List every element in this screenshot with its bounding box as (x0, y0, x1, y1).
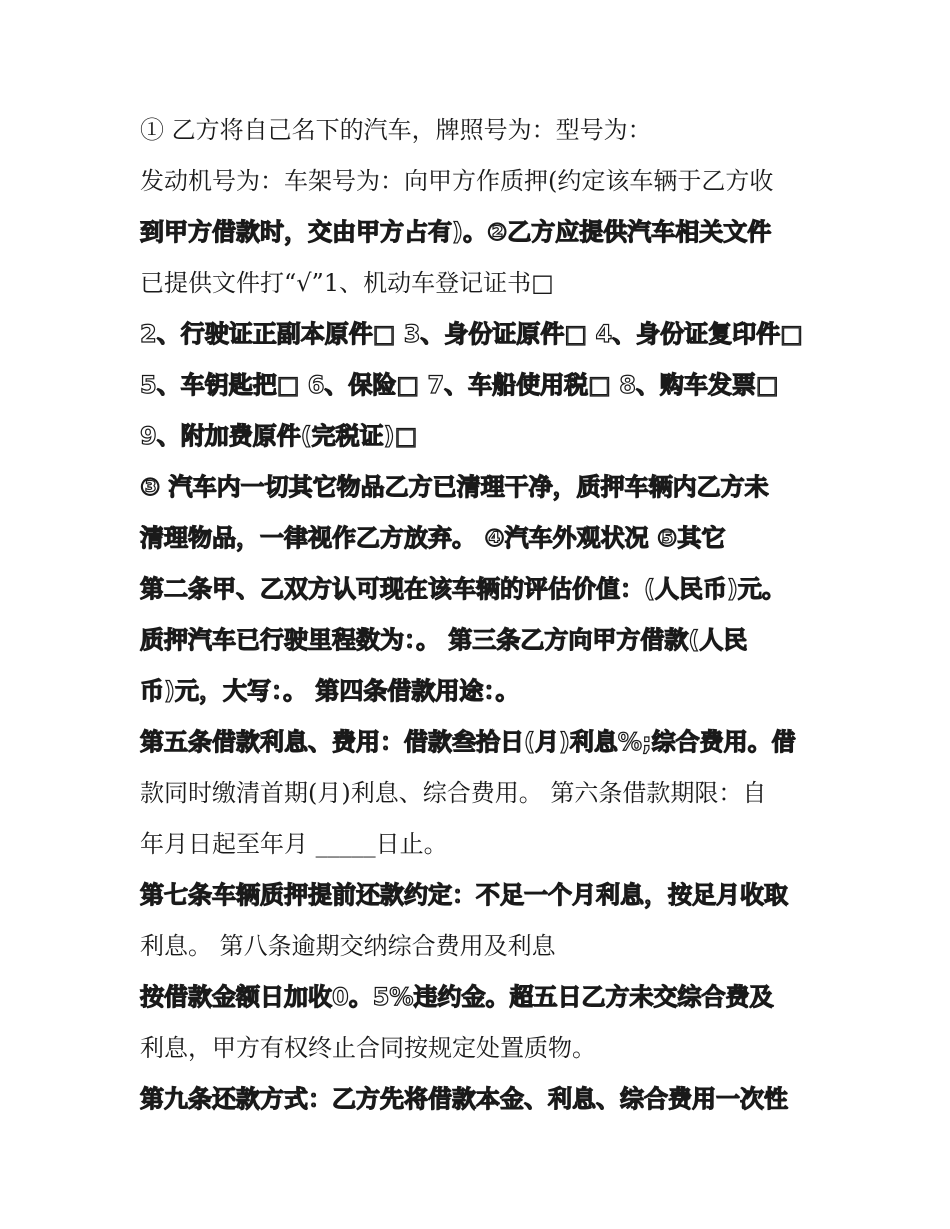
text-line: 币)元，大写：。 第四条借款用途：。 (140, 677, 520, 705)
text-line: 款同时缴清首期(月)利息、综合费用。 第六条借款期限：自 (140, 779, 767, 807)
text-line: 第二条甲、乙双方认可现在该车辆的评估价值：(人民币)元。 (140, 575, 786, 603)
text-line: 质押汽车已行驶里程数为：。 第三条乙方向甲方借款(人民 (140, 626, 748, 654)
text-line: 第七条车辆质押提前还款约定：不足一个月利息，按足月收取 (140, 881, 788, 909)
text-line: 按借款金额日加收0。5%违约金。超五日乙方未交综合费及 (140, 983, 774, 1011)
text-line: 5、车钥匙把□ 6、保险□ 7、车船使用税□ 8、购车发票□ (140, 371, 779, 399)
text-line: 2、行驶证正副本原件□ 3、身份证原件□ 4、身份证复印件□ (140, 320, 803, 348)
text-line: 发动机号为：车架号为：向甲方作质押(约定该车辆于乙方收 (140, 167, 774, 195)
text-line: 第九条还款方式：乙方先将借款本金、利息、综合费用一次性 (140, 1085, 788, 1113)
text-line: 到甲方借款时，交由甲方占有)。②乙方应提供汽车相关文件 (140, 218, 772, 246)
text-line: 年月日起至年月 _____日止。 (140, 830, 448, 858)
text-line: 清理物品，一律视作乙方放弃。 ④汽车外观状况 ⑤其它 (140, 524, 726, 552)
text-line: 已提供文件打“√”1、机动车登记证书□ (140, 269, 554, 297)
text-line: ③ 汽车内一切其它物品乙方已清理干净，质押车辆内乙方未 (140, 473, 769, 501)
text-line: 利息。 第八条逾期交纳综合费用及利息 (140, 932, 556, 960)
text-line: 第五条借款利息、费用：借款叁拾日(月)利息%;综合费用。借 (140, 728, 796, 756)
text-line: 利息，甲方有权终止合同按规定处置质物。 (140, 1034, 596, 1062)
text-line: ① 乙方将自己名下的汽车，牌照号为：型号为： (140, 116, 652, 144)
text-line: 9、附加费原件(完税证)□ (140, 422, 418, 450)
